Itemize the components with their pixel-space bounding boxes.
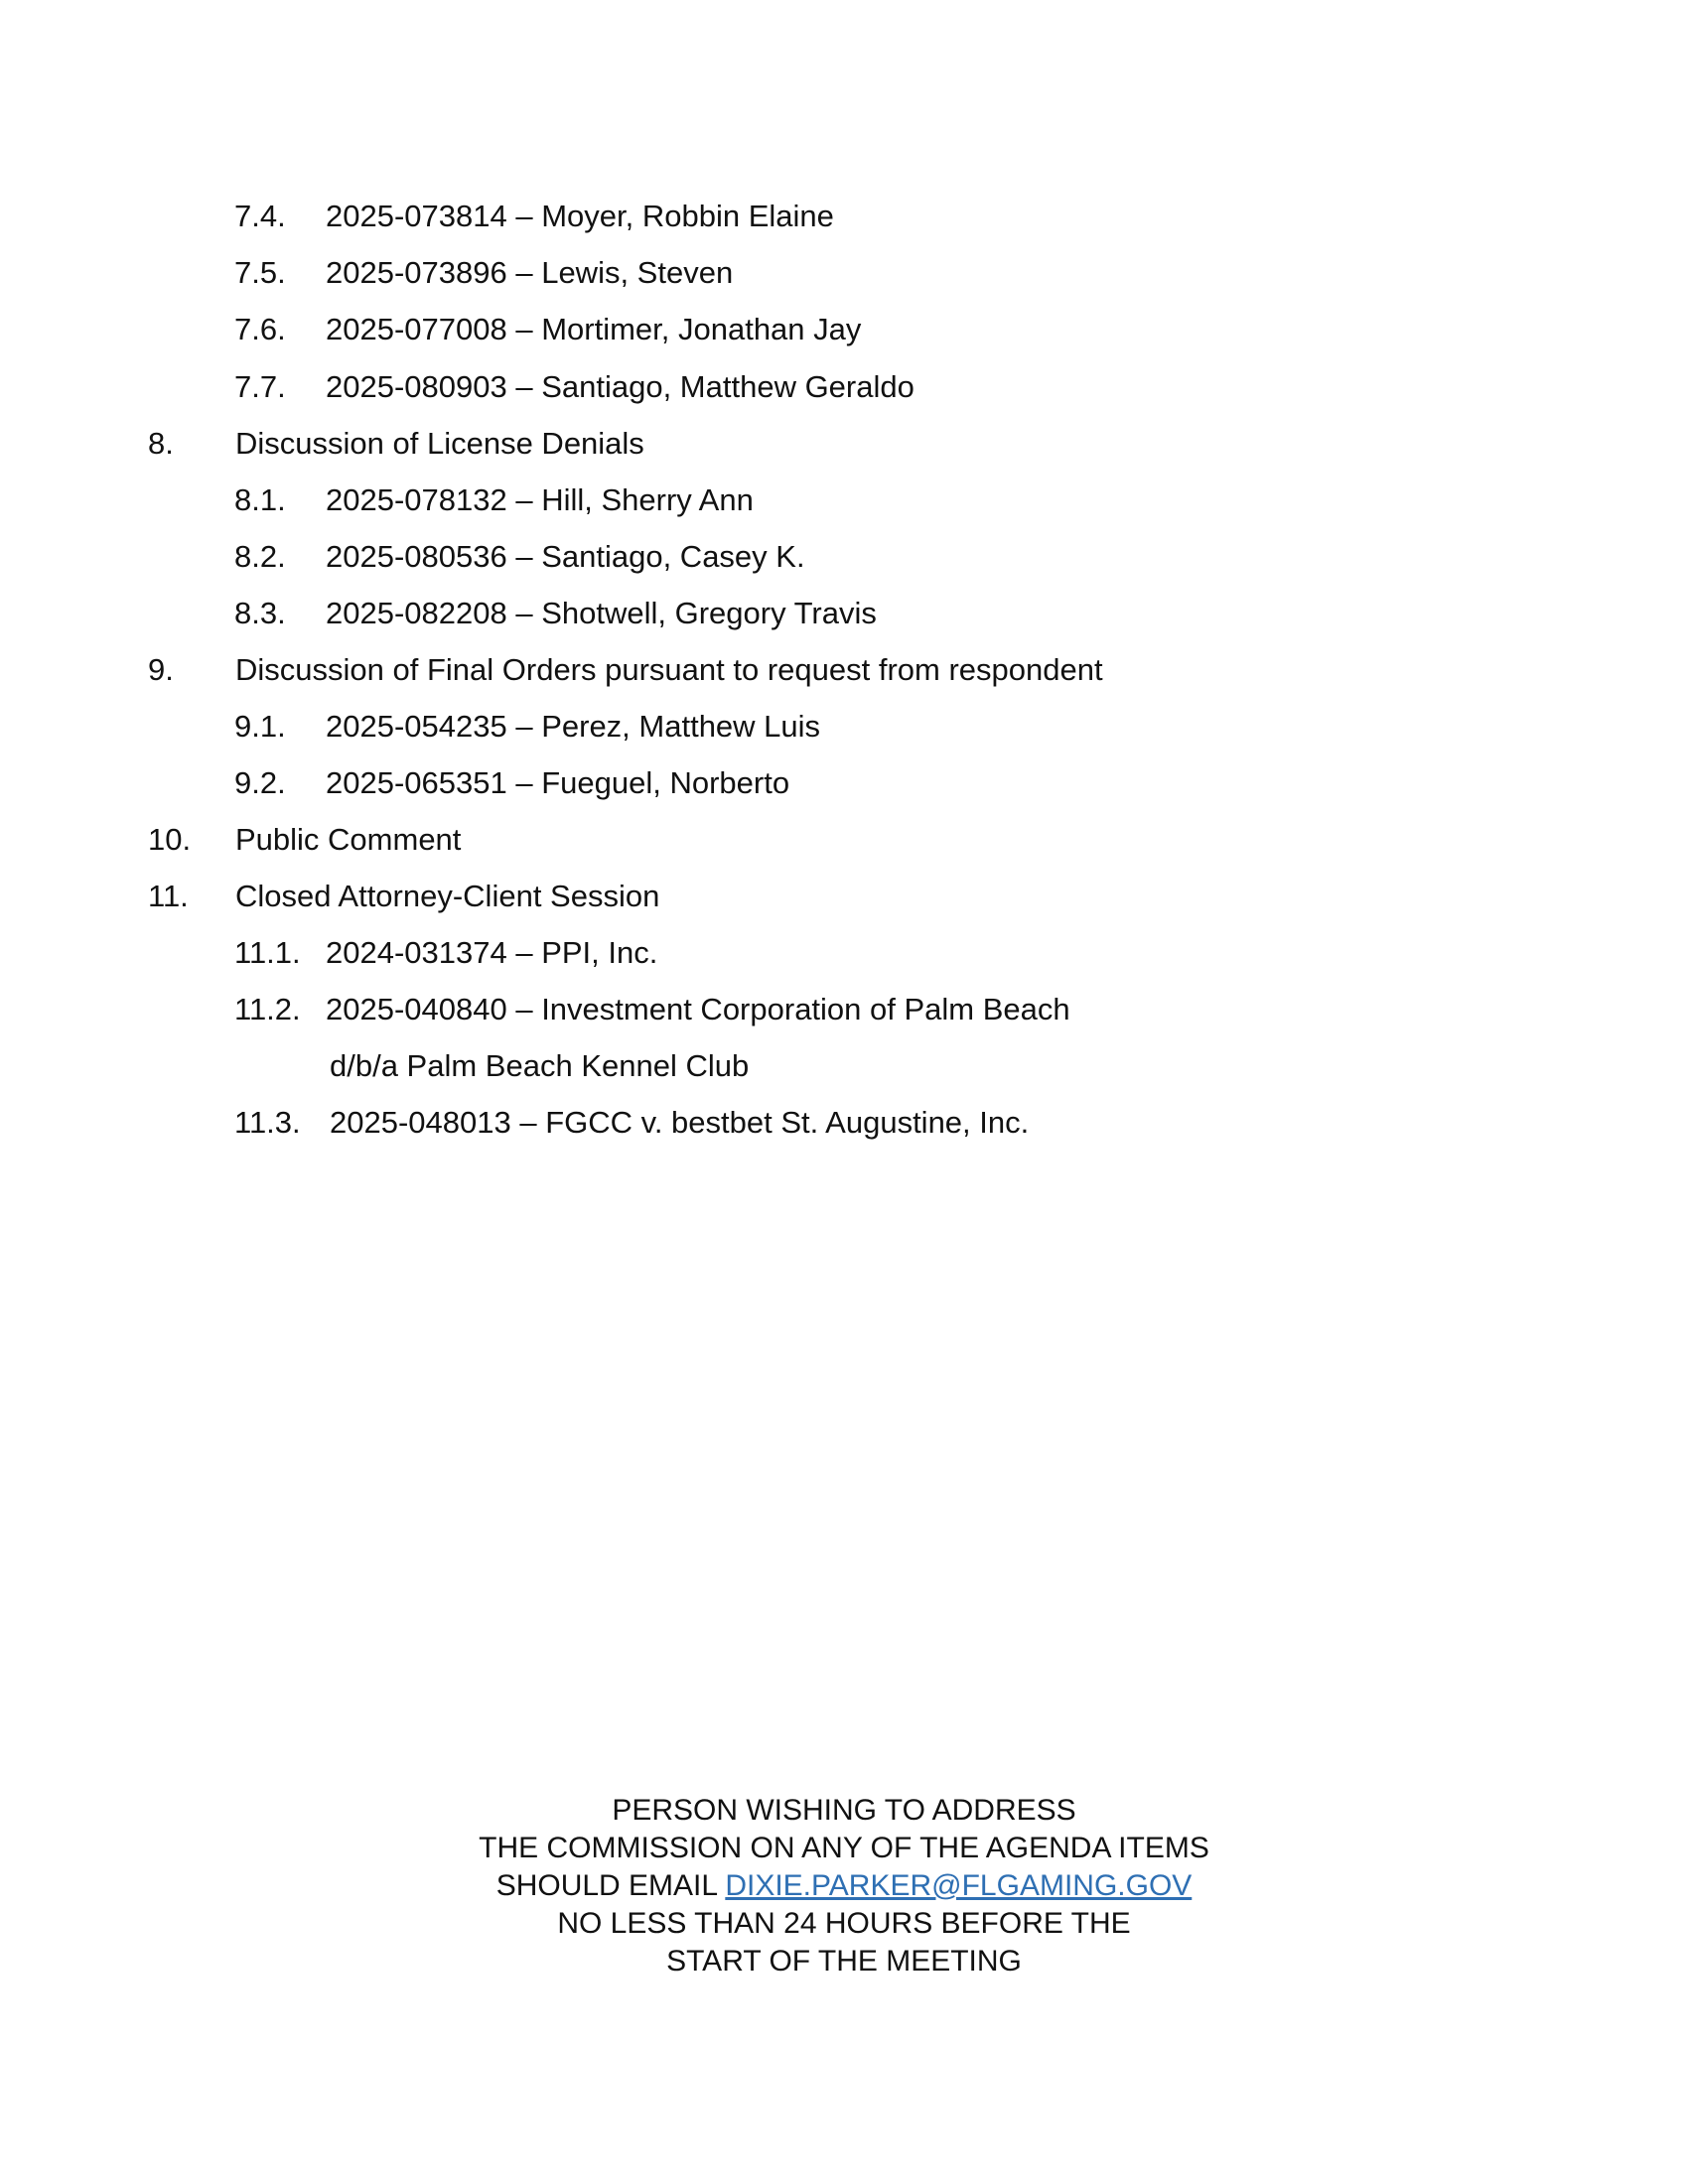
- item-text: Discussion of Final Orders pursuant to request from respondent: [235, 652, 1103, 687]
- item-text: 2025-080536 – Santiago, Casey K.: [326, 539, 805, 574]
- item-text: 2025-054235 – Perez, Matthew Luis: [326, 709, 821, 744]
- public-comment-notice: [0, 1792, 1688, 1980]
- item-text: 2025-077008 – Mortimer, Jonathan Jay: [326, 312, 862, 346]
- notice-line-4: NO LESS THAN 24 HOURS BEFORE THE: [557, 1907, 1131, 1940]
- item-number: 11.1.: [234, 935, 301, 970]
- item-number: 8.3.: [234, 596, 286, 630]
- item-text: 2025-080903 – Santiago, Matthew Geraldo: [326, 369, 914, 404]
- item-number: 7.5.: [234, 255, 286, 290]
- item-number: 7.4.: [234, 199, 286, 233]
- item-text: 2025-073814 – Moyer, Robbin Elaine: [326, 199, 834, 233]
- item-text: d/b/a Palm Beach Kennel Club: [330, 1048, 750, 1083]
- notice-email-prefix: SHOULD EMAIL: [495, 1869, 726, 1902]
- item-number: 11.: [148, 879, 189, 913]
- item-text: 2025-065351 – Fueguel, Norberto: [326, 765, 790, 800]
- item-number: 11.2.: [234, 992, 301, 1026]
- item-text: Closed Attorney-Client Session: [235, 879, 660, 913]
- notice-line-5: START OF THE MEETING: [666, 1945, 1022, 1978]
- item-number: 8.: [148, 426, 174, 461]
- item-text: 2025-048013 – FGCC v. bestbet St. Augustine, Inc.: [330, 1105, 1030, 1140]
- item-text: 2025-078132 – Hill, Sherry Ann: [326, 482, 754, 517]
- notice-line-3: [0, 1867, 1688, 1905]
- item-number: 9.1.: [234, 709, 286, 744]
- item-number: 11.3.: [234, 1105, 301, 1140]
- item-text: 2025-082208 – Shotwell, Gregory Travis: [326, 596, 877, 630]
- item-number: 7.6.: [234, 312, 286, 346]
- item-text: 2025-073896 – Lewis, Steven: [326, 255, 734, 290]
- item-number: 8.2.: [234, 539, 286, 574]
- item-text: Discussion of License Denials: [235, 426, 644, 461]
- item-number: 7.7.: [234, 369, 286, 404]
- item-number: 10.: [148, 822, 192, 857]
- item-number: 8.1.: [234, 482, 286, 517]
- notice-line-1: PERSON WISHING TO ADDRESS: [612, 1794, 1076, 1827]
- notice-line-2: THE COMMISSION ON ANY OF THE AGENDA ITEMS: [479, 1832, 1209, 1864]
- item-number: 9.2.: [234, 765, 286, 800]
- email-link[interactable]: DIXIE.PARKER@FLGAMING.GOV: [725, 1869, 1193, 1902]
- item-number: 9.: [148, 652, 174, 687]
- item-text: 2025-040840 – Investment Corporation of Palm Beach: [326, 992, 1070, 1026]
- item-text: Public Comment: [235, 822, 462, 857]
- item-text: 2024-031374 – PPI, Inc.: [326, 935, 658, 970]
